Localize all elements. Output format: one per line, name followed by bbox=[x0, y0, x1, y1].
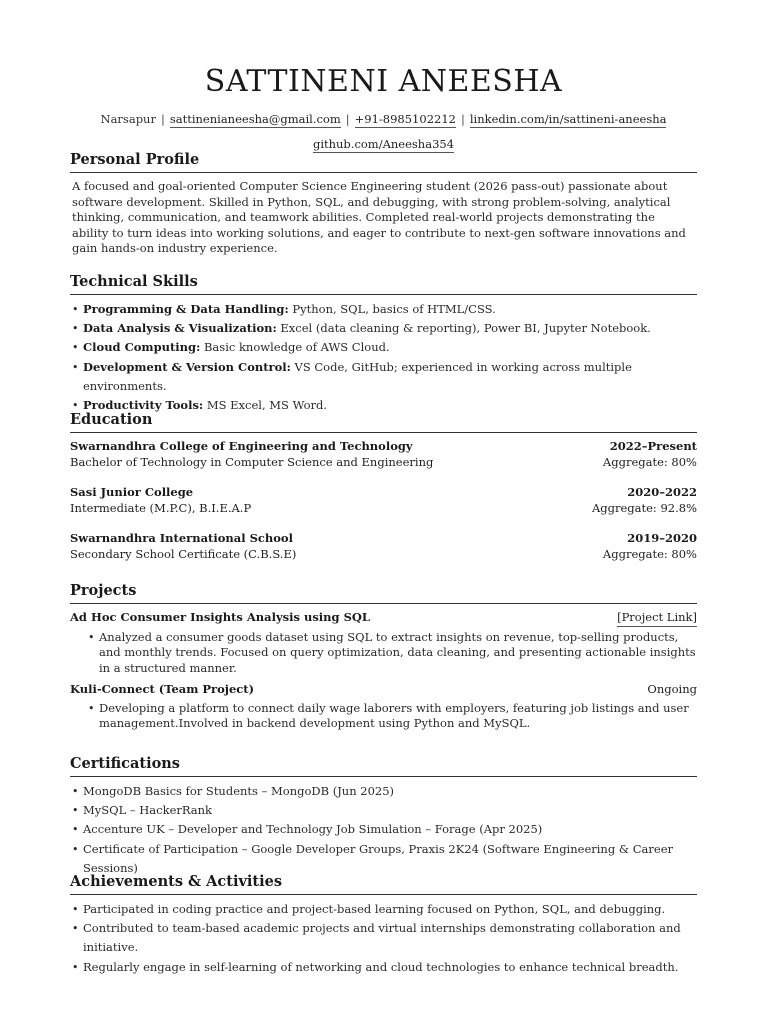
phone-link[interactable]: +91-8985102212 bbox=[354, 112, 456, 126]
skill-value: Excel (data cleaning & reporting), Power BI, Jupyter Notebook. bbox=[280, 321, 651, 336]
skill-value: VS Code, GitHub; experienced in working across multiple environments. bbox=[83, 359, 632, 393]
contact-line bbox=[70, 112, 697, 126]
list-item: • MongoDB Basics for Students – MongoDB (Jun 2025) bbox=[70, 782, 697, 801]
candidate-name: SATTINENI ANEESHA bbox=[204, 64, 563, 99]
separator: | bbox=[160, 112, 165, 126]
list-item: • Accenture UK – Developer and Technology Job Simulation – Forage (Apr 2025) bbox=[70, 820, 697, 839]
skill-label: Cloud Computing: bbox=[83, 340, 201, 355]
section-title: Personal Profile bbox=[70, 151, 697, 173]
degree-text: Bachelor of Technology in Computer Science and Engineering bbox=[70, 454, 434, 469]
education-dates: 2022–Present bbox=[609, 439, 697, 453]
separator: | bbox=[460, 112, 465, 126]
education-section bbox=[70, 411, 697, 562]
achievements-list bbox=[70, 900, 697, 977]
project-entry bbox=[70, 682, 697, 732]
project-name: Ad Hoc Consumer Insights Analysis using SQL bbox=[70, 610, 370, 624]
education-dates: 2019–2020 bbox=[627, 531, 697, 545]
separator: | bbox=[345, 112, 350, 126]
section-title: Projects bbox=[70, 582, 697, 604]
skills-section bbox=[70, 273, 697, 415]
project-bullet: • Analyzed a consumer goods dataset using SQL to extract insights on revenue, top-selling products, and monthly trends. Focused on query optimization, data cleaning, and presenting actionable insights in a structured manner. bbox=[70, 630, 697, 677]
project-entry bbox=[70, 610, 697, 676]
profile-section bbox=[70, 151, 697, 257]
project-status: Ongoing bbox=[647, 682, 697, 696]
list-item bbox=[70, 300, 697, 319]
aggregate-score: Aggregate: 80% bbox=[602, 454, 697, 469]
list-item bbox=[70, 338, 697, 357]
skill-label: Development & Version Control: bbox=[83, 359, 291, 374]
skill-value: Basic knowledge of AWS Cloud. bbox=[203, 340, 390, 355]
skill-label: Data Analysis & Visualization: bbox=[83, 321, 277, 336]
skills-list bbox=[70, 300, 697, 415]
education-dates: 2020–2022 bbox=[627, 485, 697, 499]
location-text: Narsapur bbox=[100, 112, 156, 126]
project-link[interactable]: [Project Link] bbox=[617, 610, 697, 627]
linkedin-link[interactable]: linkedin.com/in/sattineni-aneesha bbox=[469, 112, 667, 126]
school-name: Swarnandhra College of Engineering and Technology bbox=[70, 439, 413, 453]
section-title: Certifications bbox=[70, 755, 697, 777]
skill-label: Programming & Data Handling: bbox=[83, 302, 289, 316]
certifications-list bbox=[70, 782, 697, 878]
skill-label: Productivity Tools: bbox=[83, 398, 204, 413]
school-name: Sasi Junior College bbox=[70, 485, 194, 499]
list-item: • Certificate of Participation – Google Developer Groups, Praxis 2K24 (Software Engineering & Career Sessions) bbox=[70, 840, 697, 878]
education-entry bbox=[70, 439, 697, 470]
achievements-section bbox=[70, 873, 697, 977]
projects-section bbox=[70, 582, 697, 732]
aggregate-score: Aggregate: 92.8% bbox=[591, 500, 697, 515]
degree-text: Intermediate (M.P.C), B.I.E.A.P bbox=[70, 500, 252, 515]
list-item: • Participated in coding practice and project-based learning focused on Python, SQL, and debugging. bbox=[70, 900, 697, 919]
project-name: Kuli-Connect (Team Project) bbox=[70, 682, 255, 696]
certifications-section bbox=[70, 755, 697, 878]
degree-text: Secondary School Certificate (C.B.S.E) bbox=[70, 546, 297, 561]
skill-value: Python, SQL, basics of HTML/CSS. bbox=[292, 302, 496, 316]
profile-text: A focused and goal-oriented Computer Science Engineering student (2026 pass-out) passionate about software development. Skilled in Python, SQL, and debugging, with strong problem-solving, analytical thinking, communication, and teamwork abilities. Completed real-world projects demonstrating the ability to turn ideas into working solutions, and eager to contribute to next-gen software innovations and gain hands-on industry experience. bbox=[72, 179, 686, 255]
list-item: • MySQL – HackerRank bbox=[70, 801, 697, 820]
list-item bbox=[70, 319, 697, 338]
email-link[interactable]: sattinenianeesha@gmail.com bbox=[169, 112, 341, 126]
list-item: • Contributed to team-based academic projects and virtual internships demonstrating collaboration and initiative. bbox=[70, 919, 697, 957]
section-title: Education bbox=[70, 411, 697, 433]
section-title: Technical Skills bbox=[70, 273, 697, 295]
project-bullet: • Developing a platform to connect daily wage laborers with employers, featuring job listings and user management.Involved in backend development using Python and MySQL. bbox=[70, 701, 697, 732]
education-entry bbox=[70, 531, 697, 562]
contact-line-2 bbox=[70, 137, 697, 151]
education-entry bbox=[70, 485, 697, 516]
skill-value: MS Excel, MS Word. bbox=[206, 398, 328, 413]
list-item: • Regularly engage in self-learning of networking and cloud technologies to enhance technical breadth. bbox=[70, 958, 697, 977]
aggregate-score: Aggregate: 80% bbox=[602, 546, 697, 561]
list-item bbox=[70, 358, 697, 396]
school-name: Swarnandhra International School bbox=[70, 531, 293, 545]
github-link[interactable]: github.com/Aneesha354 bbox=[312, 137, 455, 151]
section-title: Achievements & Activities bbox=[70, 873, 697, 895]
